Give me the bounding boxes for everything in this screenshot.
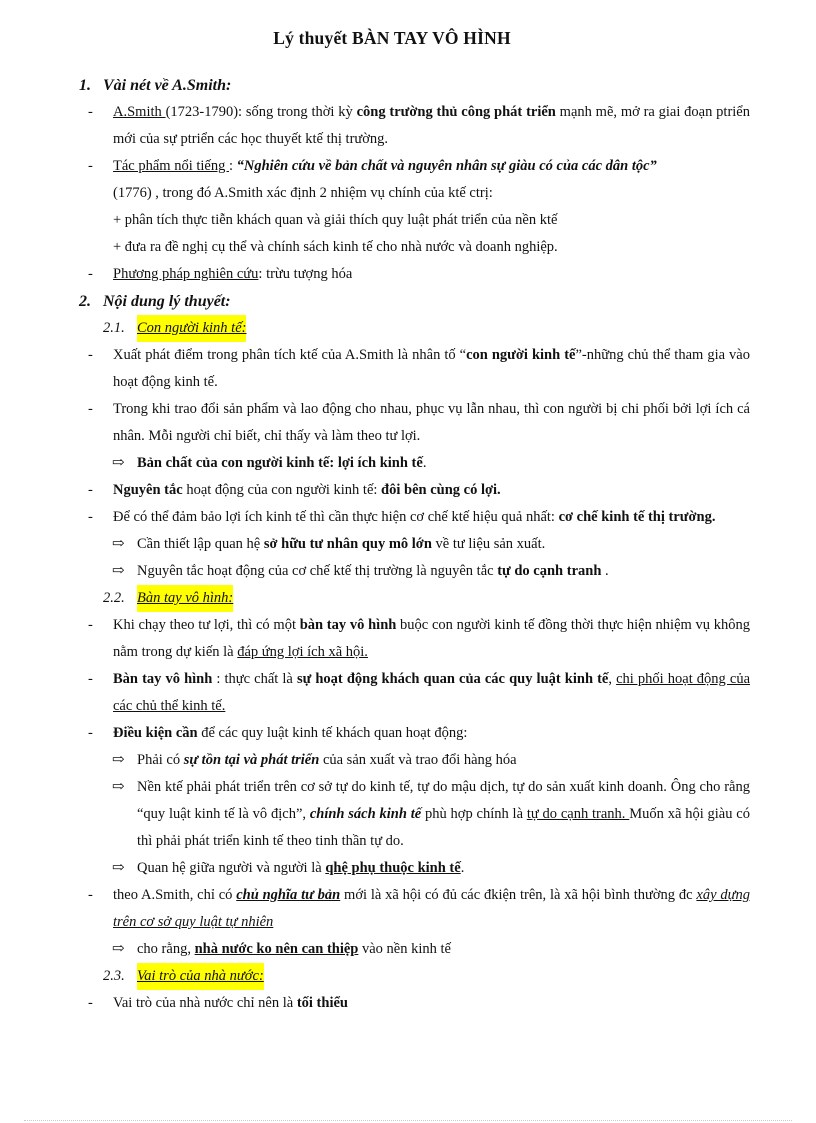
list-item: - Bàn tay vô hình : thực chất là sự hoạt động khách quan của các quy luật kinh tế, chi phối hoạt động của các chủ thể kinh tế. [0,666,816,720]
dash-bullet-icon: - [88,617,93,633]
dash-bullet-icon: - [88,995,93,1011]
arrow-right-icon: ⇨ [112,536,125,552]
arrow-item: ⇨ Quan hệ giữa người và người là qhệ phụ thuộc kinh tế. [0,855,816,882]
subsection-2-3-heading [0,963,816,990]
dash-bullet-icon: - [88,482,93,498]
dash-bullet-icon: - [88,158,93,174]
list-item: - Điều kiện cần để các quy luật kinh tế khách quan hoạt động: [0,720,816,747]
dash-bullet-icon: - [88,266,93,282]
dash-bullet-icon: - [88,347,93,363]
list-item: - Xuất phát điểm trong phân tích ktế của A.Smith là nhân tố “con người kinh tế”-những chủ thể tham gia vào hoạt động kinh tế. [0,342,816,396]
subsection-2-2-heading [0,585,816,612]
list-item: - Trong khi trao đổi sản phẩm và lao động cho nhau, phục vụ lẫn nhau, thì con người bị chi phối bởi lợi ích cá nhân. Mỗi người chỉ biết, chỉ thấy và làm theo tư lợi. [0,396,816,450]
subsection-title: Con người kinh tế: [137,315,246,342]
dash-bullet-icon: - [88,725,93,741]
list-item: - Vai trò của nhà nước chỉ nên là tối thiểu [0,990,816,1017]
arrow-right-icon: ⇨ [112,860,125,876]
dash-bullet-icon: - [88,509,93,525]
subsection-number: 2.2. [103,590,125,606]
page-bottom-divider [24,1120,792,1121]
section-title: Nội dung lý thuyết: [103,293,231,310]
list-item: - Để có thể đảm bảo lợi ích kinh tế thì cần thực hiện cơ chế ktế hiệu quả nhất: cơ chế kinh tế thị trường. [0,504,816,531]
document-body [0,72,816,1017]
subsection-title: Bàn tay vô hình: [137,585,233,612]
arrow-right-icon: ⇨ [112,752,125,768]
subsection-title: Vai trò của nhà nước: [137,963,264,990]
plus-line: + đưa ra đề nghị cụ thể và chính sách kinh tế cho nhà nước và doanh nghiệp. [113,239,558,255]
arrow-item: ⇨ Nguyên tắc hoạt động của cơ chế ktế thị trường là nguyên tắc tự do cạnh tranh . [0,558,816,585]
list-item: - Phương pháp nghiên cứu: trừu tượng hóa [0,261,816,288]
dash-bullet-icon: - [88,401,93,417]
section-1-heading [0,72,816,99]
list-item: - A.Smith (1723-1790): sống trong thời kỳ công trường thủ công phát triển mạnh mẽ, mở ra giai đoạn ptriển mới của sự ptriển các học thuyết ktế thị trường. [0,99,816,153]
list-item: - Khi chạy theo tư lợi, thì có một bàn tay vô hình buộc con người kinh tế đồng thời thực hiện nhiệm vụ không nằm trong dự kiến là đáp ứng lợi ích xã hội. [0,612,816,666]
page-title: Lý thuyết BÀN TAY VÔ HÌNH [273,28,511,48]
arrow-item: ⇨ Phải có sự tồn tại và phát triển của sản xuất và trao đổi hàng hóa [0,747,816,774]
arrow-item: ⇨ Nền ktế phải phát triển trên cơ sở tự do kinh tế, tự do mậu dịch, tự do sản xuất kinh doanh. Ông cho rằng “quy luật kinh tế là vô địch”, chính sách kinh tế phù hợp chính là tự do cạnh tranh. Muốn xã hội giàu có thì phải phát triển kinh tế theo tinh thần tự do. [0,774,816,855]
subsection-number: 2.1. [103,320,125,336]
arrow-item: ⇨ Cần thiết lập quan hệ sở hữu tư nhân quy mô lớn về tư liệu sản xuất. [0,531,816,558]
subsection-2-1-heading [0,315,816,342]
list-item: - theo A.Smith, chỉ có chủ nghĩa tư bản mới là xã hội có đủ các đkiện trên, là xã hội bình thường đc xây dựng trên cơ sở quy luật tự nhiên [0,882,816,936]
arrow-right-icon: ⇨ [112,455,125,471]
list-item: - Nguyên tắc hoạt động của con người kinh tế: đôi bên cùng có lợi. [0,477,816,504]
arrow-item: ⇨ Bản chất của con người kinh tế: lợi ích kinh tế. [0,450,816,477]
plus-line: + phân tích thực tiễn khách quan và giải thích quy luật phát triển của nền ktế [113,212,558,228]
section-2-heading [0,288,816,315]
arrow-item: ⇨ cho rằng, nhà nước ko nên can thiệp vào nền kinh tế [0,936,816,963]
arrow-right-icon: ⇨ [112,563,125,579]
arrow-right-icon: ⇨ [112,941,125,957]
section-number: 2. [79,293,91,310]
dash-bullet-icon: - [88,104,93,120]
list-item: - Tác phẩm nổi tiếng : “Nghiên cứu về bản chất và nguyên nhân sự giàu có của các dân tộc” (1776) , trong đó A.Smith xác định 2 nhiệm vụ chính của ktế ctrị: [0,153,816,207]
arrow-right-icon: ⇨ [112,779,125,795]
subsection-number: 2.3. [103,968,125,984]
dash-bullet-icon: - [88,887,93,903]
section-title: Vài nét về A.Smith: [103,77,232,94]
dash-bullet-icon: - [88,671,93,687]
section-number: 1. [79,77,91,94]
